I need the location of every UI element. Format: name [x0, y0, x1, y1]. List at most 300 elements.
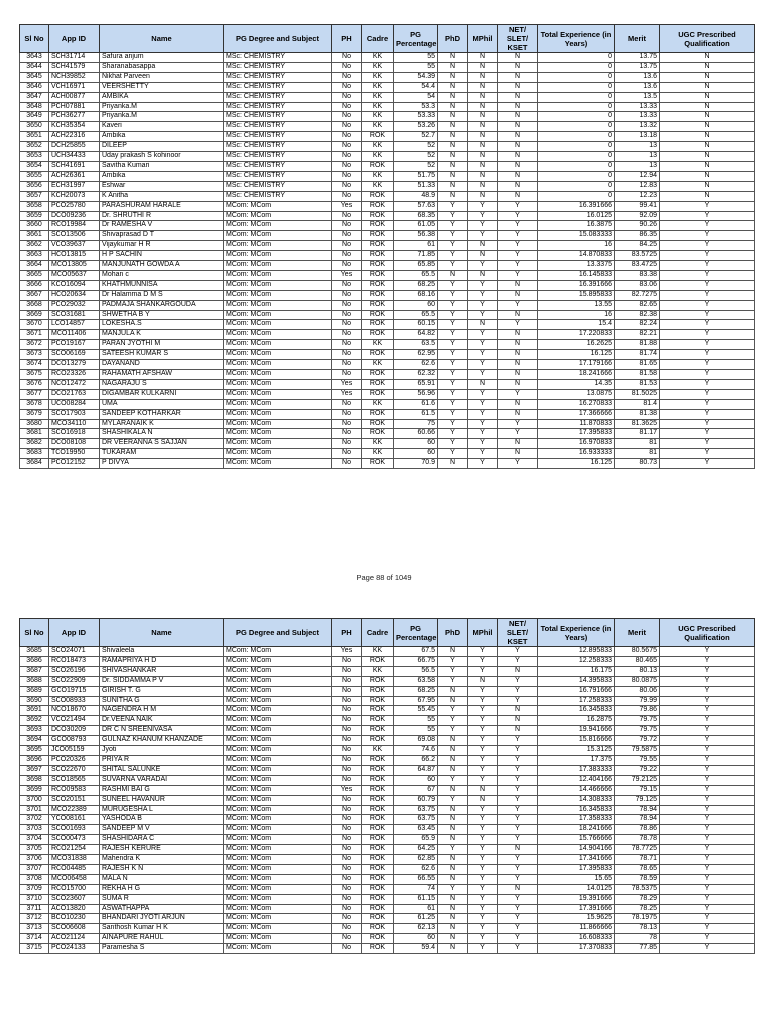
cell-app-id: DCH25855	[49, 142, 100, 152]
cell-phd: Y	[438, 290, 468, 300]
cell-app-id: RCO04485	[49, 864, 100, 874]
cell-ugc-qualification: N	[660, 132, 755, 142]
column-header-cadre: Cadre	[362, 25, 394, 53]
cell-cadre: ROK	[362, 350, 394, 360]
cell-mphil: N	[468, 171, 498, 181]
cell-sl-no: 3701	[20, 805, 49, 815]
cell-ugc-qualification: N	[660, 112, 755, 122]
cell-pg-degree: MCom: MCom	[224, 775, 332, 785]
cell-merit: 86.35	[615, 231, 660, 241]
cell-pg-percentage: 62.32	[394, 370, 438, 380]
cell-net-slet-kset: N	[498, 716, 538, 726]
cell-ugc-qualification: Y	[660, 419, 755, 429]
cell-sl-no: 3708	[20, 874, 49, 884]
cell-name: SHIVASHANKAR	[100, 666, 224, 676]
cell-app-id: SCO20151	[49, 795, 100, 805]
cell-pg-degree: MSc: CHEMISTRY	[224, 132, 332, 142]
cell-mphil: Y	[468, 845, 498, 855]
cell-ph: No	[332, 775, 362, 785]
cell-ph: Yes	[332, 389, 362, 399]
column-header-name: Name	[100, 619, 224, 647]
cell-net-slet-kset: Y	[498, 835, 538, 845]
cell-net-slet-kset: N	[498, 350, 538, 360]
cell-cadre: ROK	[362, 944, 394, 954]
cell-pg-percentage: 66.2	[394, 755, 438, 765]
table-row	[20, 775, 755, 785]
cell-app-id: MCO05637	[49, 270, 100, 280]
table-row	[20, 389, 755, 399]
cell-mphil: Y	[468, 765, 498, 775]
cell-name: DIGAMBAR KULKARNI	[100, 389, 224, 399]
cell-sl-no: 3650	[20, 122, 49, 132]
cell-ph: No	[332, 320, 362, 330]
table-row	[20, 270, 755, 280]
cell-ph: No	[332, 310, 362, 320]
cell-pg-percentage: 60	[394, 449, 438, 459]
cell-pg-percentage: 71.85	[394, 251, 438, 261]
cell-phd: N	[438, 181, 468, 191]
cell-sl-no: 3679	[20, 409, 49, 419]
cell-merit: 13.33	[615, 102, 660, 112]
cell-ugc-qualification: Y	[660, 716, 755, 726]
cell-name: Jyoti	[100, 746, 224, 756]
cell-name: Ambika	[100, 171, 224, 181]
cell-app-id: ECH31997	[49, 181, 100, 191]
table-row	[20, 785, 755, 795]
cell-phd: Y	[438, 300, 468, 310]
cell-app-id: RCO15700	[49, 884, 100, 894]
column-header-phd: PhD	[438, 619, 468, 647]
cell-merit: 12.83	[615, 181, 660, 191]
cell-ugc-qualification: Y	[660, 726, 755, 736]
table-row	[20, 211, 755, 221]
cell-total-experience: 0	[538, 191, 615, 201]
cell-mphil: Y	[468, 399, 498, 409]
cell-ph: No	[332, 656, 362, 666]
cell-mphil: Y	[468, 310, 498, 320]
cell-total-experience: 17.375	[538, 755, 615, 765]
cell-pg-percentage: 52	[394, 142, 438, 152]
cell-sl-no: 3654	[20, 161, 49, 171]
cell-mphil: Y	[468, 419, 498, 429]
column-header-app-id: App ID	[49, 25, 100, 53]
table-row	[20, 449, 755, 459]
cell-mphil: N	[468, 161, 498, 171]
cell-pg-degree: MCom: MCom	[224, 924, 332, 934]
cell-name: Shivaleela	[100, 647, 224, 657]
cell-sl-no: 3667	[20, 290, 49, 300]
column-header-ph: PH	[332, 619, 362, 647]
cell-sl-no: 3643	[20, 53, 49, 63]
cell-pg-degree: MCom: MCom	[224, 914, 332, 924]
cell-total-experience: 17.395833	[538, 429, 615, 439]
cell-sl-no: 3677	[20, 389, 49, 399]
table-row	[20, 191, 755, 201]
cell-pg-degree: MCom: MCom	[224, 330, 332, 340]
cell-total-experience: 16.270833	[538, 399, 615, 409]
cell-name: RASHMI BAI G	[100, 785, 224, 795]
cell-app-id: SCH41579	[49, 62, 100, 72]
cell-ph: No	[332, 904, 362, 914]
cell-name: AMBIKA	[100, 92, 224, 102]
cell-pg-degree: MCom: MCom	[224, 261, 332, 271]
cell-app-id: ACO13820	[49, 904, 100, 914]
column-header-sl-no: Sl No	[20, 25, 49, 53]
cell-name: RAJESH K N	[100, 864, 224, 874]
cell-net-slet-kset: N	[498, 845, 538, 855]
cell-mphil: Y	[468, 201, 498, 211]
cell-pg-percentage: 65.9	[394, 835, 438, 845]
cell-net-slet-kset: N	[498, 72, 538, 82]
cell-ph: No	[332, 280, 362, 290]
cell-pg-percentage: 54.39	[394, 72, 438, 82]
cell-total-experience: 0	[538, 171, 615, 181]
cell-pg-degree: MCom: MCom	[224, 884, 332, 894]
cell-app-id: SCO06169	[49, 350, 100, 360]
cell-net-slet-kset: N	[498, 62, 538, 72]
column-header-pg-degree: PG Degree and Subject	[224, 619, 332, 647]
cell-phd: Y	[438, 370, 468, 380]
cell-merit: 92.09	[615, 211, 660, 221]
cell-name: Dr. SIDDAMMA P V	[100, 676, 224, 686]
cell-ugc-qualification: Y	[660, 459, 755, 469]
cell-mphil: Y	[468, 934, 498, 944]
cell-name: Dr RAMESHA V	[100, 221, 224, 231]
table-row	[20, 429, 755, 439]
cell-mphil: N	[468, 122, 498, 132]
cell-total-experience: 15.3125	[538, 746, 615, 756]
cell-pg-percentage: 55.45	[394, 706, 438, 716]
cell-ugc-qualification: Y	[660, 775, 755, 785]
cell-merit: 79.5875	[615, 746, 660, 756]
cell-name: MYLARANAIK K	[100, 419, 224, 429]
cell-app-id: RCO23326	[49, 370, 100, 380]
column-header-phd: PhD	[438, 25, 468, 53]
cell-mphil: Y	[468, 449, 498, 459]
cell-merit: 82.38	[615, 310, 660, 320]
cell-ugc-qualification: Y	[660, 845, 755, 855]
cell-cadre: ROK	[362, 300, 394, 310]
cell-ph: No	[332, 825, 362, 835]
table-row	[20, 825, 755, 835]
cell-app-id: RCO18473	[49, 656, 100, 666]
cell-cadre: ROK	[362, 191, 394, 201]
cell-sl-no: 3651	[20, 132, 49, 142]
cell-ugc-qualification: N	[660, 171, 755, 181]
cell-sl-no: 3652	[20, 142, 49, 152]
cell-merit: 81.58	[615, 370, 660, 380]
cell-pg-percentage: 61.15	[394, 894, 438, 904]
cell-total-experience: 15.766666	[538, 835, 615, 845]
cell-total-experience: 16.125	[538, 459, 615, 469]
table-row	[20, 924, 755, 934]
cell-phd: N	[438, 92, 468, 102]
cell-total-experience: 17.258333	[538, 696, 615, 706]
cell-mphil: Y	[468, 647, 498, 657]
cell-ph: No	[332, 894, 362, 904]
cell-mphil: Y	[468, 755, 498, 765]
cell-pg-percentage: 64.87	[394, 765, 438, 775]
cell-ph: Yes	[332, 379, 362, 389]
cell-cadre: ROK	[362, 914, 394, 924]
cell-net-slet-kset: Y	[498, 270, 538, 280]
cell-ph: No	[332, 746, 362, 756]
cell-pg-percentage: 65.85	[394, 261, 438, 271]
cell-ugc-qualification: N	[660, 72, 755, 82]
cell-mphil: Y	[468, 350, 498, 360]
table-row	[20, 251, 755, 261]
cell-mphil: Y	[468, 261, 498, 271]
cell-pg-degree: MCom: MCom	[224, 211, 332, 221]
cell-name: Paramesha S	[100, 944, 224, 954]
cell-net-slet-kset: N	[498, 706, 538, 716]
cell-cadre: ROK	[362, 775, 394, 785]
cell-phd: Y	[438, 884, 468, 894]
cell-total-experience: 16	[538, 241, 615, 251]
cell-ugc-qualification: Y	[660, 795, 755, 805]
cell-phd: Y	[438, 666, 468, 676]
cell-name: Mahendra K	[100, 855, 224, 865]
cell-mphil: Y	[468, 300, 498, 310]
cell-ph: Yes	[332, 201, 362, 211]
cell-merit: 13.33	[615, 112, 660, 122]
column-header-mphil: MPhil	[468, 25, 498, 53]
cell-pg-percentage: 52	[394, 161, 438, 171]
cell-cadre: KK	[362, 53, 394, 63]
cell-phd: Y	[438, 449, 468, 459]
cell-ph: No	[332, 340, 362, 350]
cell-ph: No	[332, 805, 362, 815]
cell-mphil: Y	[468, 290, 498, 300]
table-row	[20, 340, 755, 350]
cell-phd: Y	[438, 350, 468, 360]
cell-app-id: ACH22316	[49, 132, 100, 142]
cell-app-id: GCO19715	[49, 686, 100, 696]
cell-phd: N	[438, 765, 468, 775]
cell-net-slet-kset: N	[498, 290, 538, 300]
cell-cadre: ROK	[362, 241, 394, 251]
cell-sl-no: 3684	[20, 459, 49, 469]
cell-cadre: ROK	[362, 161, 394, 171]
cell-cadre: ROK	[362, 785, 394, 795]
cell-sl-no: 3674	[20, 360, 49, 370]
cell-phd: Y	[438, 845, 468, 855]
cell-sl-no: 3653	[20, 152, 49, 162]
cell-merit: 81	[615, 439, 660, 449]
cell-net-slet-kset: Y	[498, 459, 538, 469]
cell-mphil: Y	[468, 280, 498, 290]
cell-net-slet-kset: N	[498, 666, 538, 676]
cell-pg-degree: MCom: MCom	[224, 736, 332, 746]
table-row	[20, 261, 755, 271]
cell-ugc-qualification: Y	[660, 340, 755, 350]
cell-name: MURUGESHA L	[100, 805, 224, 815]
cell-pg-percentage: 64.25	[394, 845, 438, 855]
table-row	[20, 221, 755, 231]
cell-total-experience: 14.904166	[538, 845, 615, 855]
cell-total-experience: 15.9625	[538, 914, 615, 924]
column-header-pg-percentage: PG Percentage	[394, 619, 438, 647]
cell-ugc-qualification: Y	[660, 330, 755, 340]
cell-merit: 81.17	[615, 429, 660, 439]
cell-name: VEERSHETTY	[100, 82, 224, 92]
cell-sl-no: 3662	[20, 241, 49, 251]
cell-mphil: Y	[468, 884, 498, 894]
cell-phd: N	[438, 874, 468, 884]
cell-mphil: Y	[468, 696, 498, 706]
cell-net-slet-kset: Y	[498, 261, 538, 271]
cell-ph: No	[332, 855, 362, 865]
cell-total-experience: 16.933333	[538, 449, 615, 459]
cell-phd: Y	[438, 280, 468, 290]
cell-mphil: N	[468, 795, 498, 805]
cell-ugc-qualification: Y	[660, 835, 755, 845]
cell-phd: N	[438, 736, 468, 746]
table-row	[20, 459, 755, 469]
cell-phd: Y	[438, 389, 468, 399]
cell-pg-percentage: 74.6	[394, 746, 438, 756]
column-header-total-experience: Total Experience (in Years)	[538, 619, 615, 647]
cell-total-experience: 16.125	[538, 350, 615, 360]
cell-mphil: N	[468, 102, 498, 112]
cell-pg-degree: MCom: MCom	[224, 399, 332, 409]
cell-sl-no: 3696	[20, 755, 49, 765]
cell-total-experience: 15.895833	[538, 290, 615, 300]
cell-merit: 78.29	[615, 894, 660, 904]
cell-merit: 81.38	[615, 409, 660, 419]
cell-merit: 79.2125	[615, 775, 660, 785]
table-row	[20, 884, 755, 894]
cell-pg-percentage: 63.75	[394, 805, 438, 815]
cell-app-id: NCH39852	[49, 72, 100, 82]
column-header-ugc-qualification: UGC Prescribed Qualification	[660, 619, 755, 647]
cell-net-slet-kset: N	[498, 152, 538, 162]
cell-name: Priyanka.M	[100, 112, 224, 122]
cell-net-slet-kset: Y	[498, 805, 538, 815]
table-row	[20, 894, 755, 904]
cell-pg-degree: MCom: MCom	[224, 419, 332, 429]
cell-app-id: HCO20634	[49, 290, 100, 300]
cell-pg-percentage: 62.85	[394, 855, 438, 865]
cell-net-slet-kset: N	[498, 132, 538, 142]
cell-name: LOKESHA.S	[100, 320, 224, 330]
cell-sl-no: 3699	[20, 785, 49, 795]
cell-ph: No	[332, 409, 362, 419]
cell-cadre: KK	[362, 102, 394, 112]
cell-net-slet-kset: N	[498, 53, 538, 63]
cell-merit: 80.06	[615, 686, 660, 696]
cell-name: Eshwar	[100, 181, 224, 191]
cell-ugc-qualification: Y	[660, 370, 755, 380]
cell-name: Sharanabasappa	[100, 62, 224, 72]
cell-net-slet-kset: Y	[498, 221, 538, 231]
cell-net-slet-kset: N	[498, 280, 538, 290]
table-row	[20, 914, 755, 924]
cell-pg-percentage: 65.5	[394, 310, 438, 320]
cell-total-experience: 14.0125	[538, 884, 615, 894]
cell-phd: N	[438, 459, 468, 469]
cell-ph: No	[332, 835, 362, 845]
table-row	[20, 161, 755, 171]
cell-merit: 78.94	[615, 815, 660, 825]
cell-ugc-qualification: Y	[660, 399, 755, 409]
cell-pg-percentage: 57.63	[394, 201, 438, 211]
cell-sl-no: 3659	[20, 211, 49, 221]
cell-merit: 79.86	[615, 706, 660, 716]
cell-app-id: PCO19167	[49, 340, 100, 350]
cell-app-id: SCO17903	[49, 409, 100, 419]
cell-net-slet-kset: Y	[498, 775, 538, 785]
cell-mphil: N	[468, 72, 498, 82]
cell-ugc-qualification: N	[660, 62, 755, 72]
cell-app-id: PCO29032	[49, 300, 100, 310]
cell-ugc-qualification: Y	[660, 815, 755, 825]
cell-mphil: Y	[468, 825, 498, 835]
cell-name: Mohan c	[100, 270, 224, 280]
cell-app-id: PCO12152	[49, 459, 100, 469]
cell-pg-degree: MCom: MCom	[224, 379, 332, 389]
cell-pg-percentage: 68.25	[394, 686, 438, 696]
cell-pg-degree: MSc: CHEMISTRY	[224, 142, 332, 152]
cell-ugc-qualification: Y	[660, 449, 755, 459]
cell-pg-percentage: 68.35	[394, 211, 438, 221]
cell-ph: No	[332, 231, 362, 241]
cell-merit: 78	[615, 934, 660, 944]
table-row	[20, 92, 755, 102]
cell-total-experience: 14.870833	[538, 251, 615, 261]
table-row	[20, 746, 755, 756]
cell-mphil: Y	[468, 439, 498, 449]
cell-cadre: ROK	[362, 736, 394, 746]
cell-merit: 78.65	[615, 864, 660, 874]
cell-cadre: ROK	[362, 221, 394, 231]
cell-name: Dr. SHRUTHI R	[100, 211, 224, 221]
column-header-net-slet-kset: NET/ SLET/ KSET	[498, 619, 538, 647]
cell-ugc-qualification: Y	[660, 934, 755, 944]
cell-sl-no: 3691	[20, 706, 49, 716]
cell-sl-no: 3698	[20, 775, 49, 785]
cell-cadre: ROK	[362, 686, 394, 696]
cell-merit: 82.24	[615, 320, 660, 330]
cell-pg-percentage: 74	[394, 884, 438, 894]
column-header-ph: PH	[332, 25, 362, 53]
cell-ugc-qualification: Y	[660, 280, 755, 290]
cell-pg-degree: MCom: MCom	[224, 360, 332, 370]
cell-mphil: Y	[468, 231, 498, 241]
cell-mphil: Y	[468, 340, 498, 350]
cell-total-experience: 16.345833	[538, 706, 615, 716]
cell-phd: Y	[438, 656, 468, 666]
cell-sl-no: 3646	[20, 82, 49, 92]
cell-ugc-qualification: Y	[660, 211, 755, 221]
cell-mphil: N	[468, 320, 498, 330]
cell-total-experience: 12.404166	[538, 775, 615, 785]
cell-pg-percentage: 62.6	[394, 864, 438, 874]
cell-merit: 13	[615, 161, 660, 171]
cell-ugc-qualification: Y	[660, 825, 755, 835]
cell-total-experience: 16.345833	[538, 805, 615, 815]
cell-merit: 12.94	[615, 171, 660, 181]
cell-cadre: ROK	[362, 765, 394, 775]
cell-sl-no: 3702	[20, 815, 49, 825]
cell-name: GIRISH T. G	[100, 686, 224, 696]
cell-mphil: Y	[468, 726, 498, 736]
cell-name: DR VEERANNA S SAJJAN	[100, 439, 224, 449]
cell-total-experience: 19.941666	[538, 726, 615, 736]
cell-cadre: ROK	[362, 251, 394, 261]
cell-merit: 84.25	[615, 241, 660, 251]
cell-merit: 78.71	[615, 855, 660, 865]
